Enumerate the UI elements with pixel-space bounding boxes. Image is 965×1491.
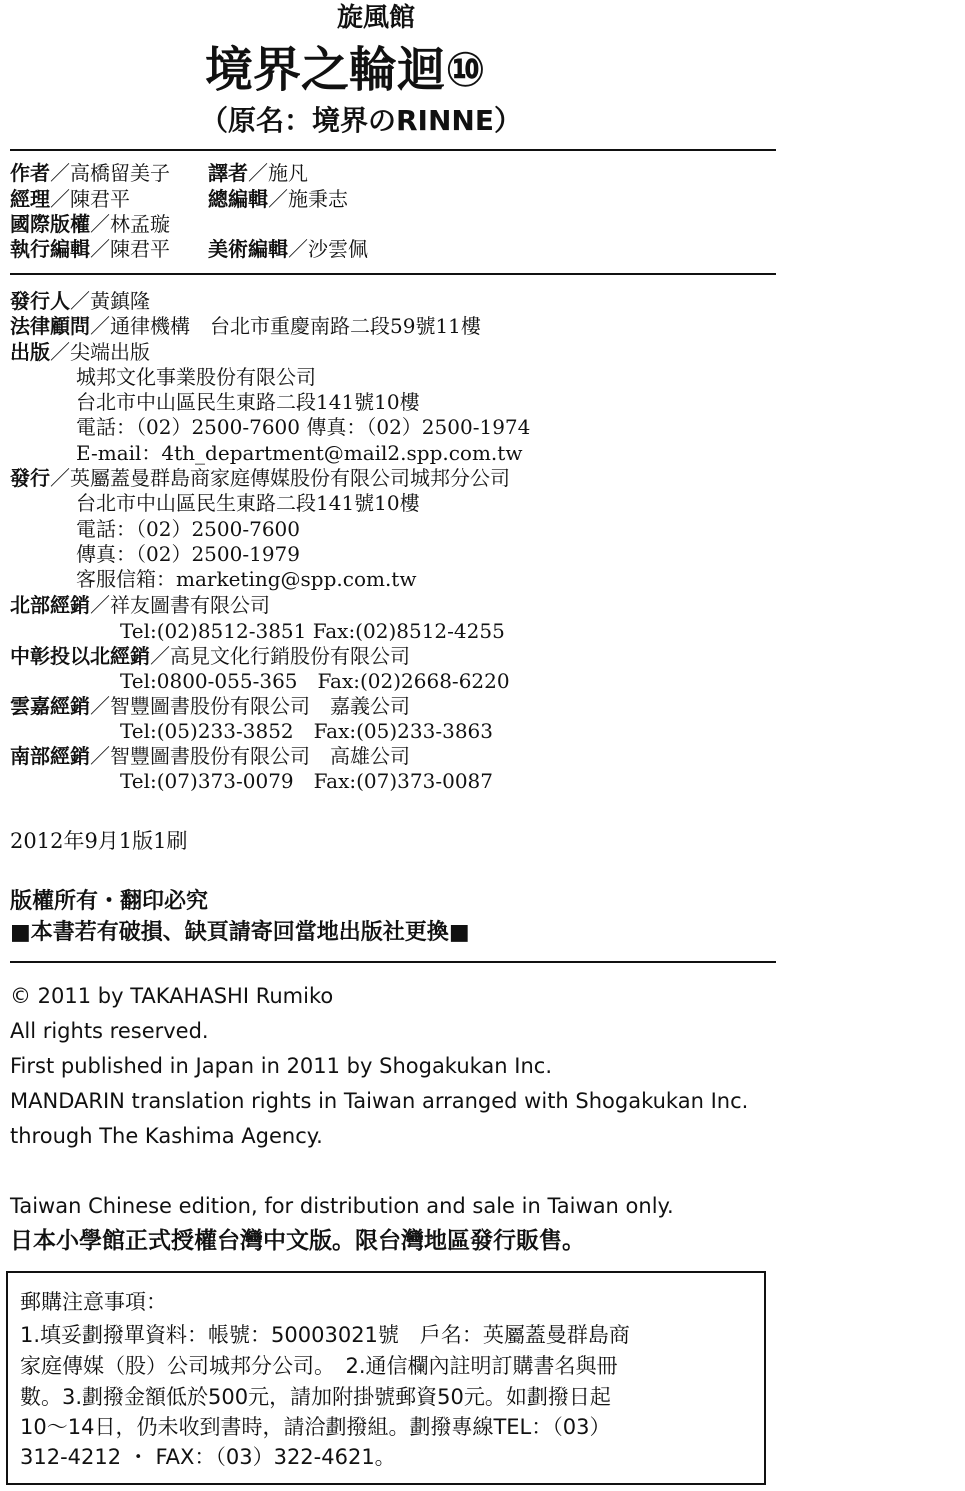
mail-order-line: 10～14日，仍未收到書時，請洽劃撥組。劃撥專線TEL：（03）: [20, 1415, 611, 1439]
dealer-contact: Tel:(02)8512-3851 Fax:(02)8512-4255: [120, 619, 505, 643]
distribution-line: 傳真：（02）2500-1979: [76, 542, 301, 566]
distribution-value: ／英屬蓋曼群島商家庭傳媒股份有限公司城邦分公司: [50, 466, 510, 490]
publisher-label: 旋風館: [337, 3, 416, 33]
credit-value: ／高橋留美子: [50, 161, 170, 185]
mail-order-line: 數。3.劃撥金額低於500元，請加附掛號郵資50元。如劃撥日起: [20, 1385, 611, 1409]
issuer-row: [10, 289, 150, 314]
divider: [10, 149, 776, 151]
credit-value: ／陳君平: [90, 237, 170, 261]
divider: [10, 961, 776, 963]
credit-row: [10, 212, 170, 237]
credit-value: ／沙雲佩: [288, 237, 368, 261]
credit-row: [208, 187, 348, 212]
copyright-line: MANDARIN translation rights in Taiwan arranged with Shogakukan Inc.: [10, 1089, 749, 1113]
distribution-line: 電話：（02）2500-7600: [76, 517, 301, 541]
credit-value: ／施秉志: [268, 187, 348, 211]
distribution-note: Taiwan Chinese edition, for distribution and sale in Taiwan only.: [10, 1194, 674, 1218]
dealer-key: 北部經銷: [10, 593, 90, 617]
mail-order-line: 312-4212 ・ FAX：（03）322-4621。: [20, 1445, 396, 1469]
press-value: ／尖端出版: [50, 340, 150, 364]
press-row: [10, 340, 150, 365]
legal-row: [10, 314, 481, 339]
credit-value: ／林孟璇: [90, 212, 170, 236]
press-key: 出版: [10, 340, 50, 364]
replacement-notice: [10, 918, 470, 948]
credit-key: 執行編輯: [10, 237, 90, 261]
dealer-contact: Tel:0800-055-365 Fax:(02)2668-6220: [120, 669, 510, 693]
divider: [10, 273, 776, 275]
issuer-key: 發行人: [10, 289, 70, 313]
dealer-row: [10, 744, 410, 769]
authorization-statement: 日本小學館正式授權台灣中文版。限台灣地區發行販售。: [10, 1228, 585, 1254]
dealer-key: 南部經銷: [10, 744, 90, 768]
mail-order-line: 家庭傳媒（股）公司城邦分公司。 2.通信欄內註明訂購書名與冊: [20, 1354, 618, 1378]
distribution-line: 客服信箱：marketing@spp.com.tw: [76, 567, 417, 591]
press-line: 台北市中山區民生東路二段141號10樓: [76, 390, 420, 414]
copyright-line: © 2011 by TAKAHASHI Rumiko: [10, 984, 334, 1008]
dealer-value: ／高見文化行銷股份有限公司: [150, 644, 410, 668]
credit-key: 經理: [10, 187, 50, 211]
book-title: 境界之輪迴⑩: [205, 42, 486, 98]
credit-key: 美術編輯: [208, 237, 288, 261]
dealer-value: ／智豐圖書股份有限公司 高雄公司: [90, 744, 410, 768]
square-bullet-icon: ■: [448, 920, 470, 945]
credit-row: [10, 161, 170, 186]
distribution-key: 發行: [10, 466, 50, 490]
dealer-row: [10, 593, 270, 618]
legal-key: 法律顧問: [10, 314, 90, 338]
square-bullet-icon: ■: [10, 920, 31, 945]
credit-key: 總編輯: [208, 187, 268, 211]
dealer-row: [10, 644, 410, 669]
dealer-value: ／祥友圖書有限公司: [90, 593, 270, 617]
credit-key: 譯者: [208, 161, 248, 185]
press-line: 城邦文化事業股份有限公司: [76, 365, 316, 389]
credit-row: [10, 237, 170, 262]
copyright-line: through The Kashima Agency.: [10, 1124, 323, 1148]
dealer-contact: Tel:(07)373-0079 Fax:(07)373-0087: [120, 769, 493, 793]
press-line: 電話：（02）2500-7600 傳真：（02）2500-1974: [76, 415, 531, 439]
dealer-value: ／智豐圖書股份有限公司 嘉義公司: [90, 694, 410, 718]
copyright-line: All rights reserved.: [10, 1019, 209, 1043]
dealer-key: 中彰投以北經銷: [10, 644, 150, 668]
replacement-text: 本書若有破損、缺頁請寄回當地出版社更換: [30, 920, 449, 945]
dealer-row: [10, 694, 410, 719]
copyright-line: First published in Japan in 2011 by Shogakukan Inc.: [10, 1054, 553, 1078]
dealer-contact: Tel:(05)233-3852 Fax:(05)233-3863: [120, 719, 493, 743]
distribution-row: [10, 466, 510, 491]
distribution-line: 台北市中山區民生東路二段141號10樓: [76, 491, 420, 515]
credit-row: [208, 237, 368, 262]
credit-row: [10, 187, 130, 212]
credit-value: ／陳君平: [50, 187, 130, 211]
mail-order-line: 1.填妥劃撥單資料：帳號：50003021號 戶名：英屬蓋曼群島商: [20, 1323, 630, 1347]
credit-key: 國際版權: [10, 212, 90, 236]
dealer-key: 雲嘉經銷: [10, 694, 90, 718]
legal-value: ／通律機構 台北市重慶南路二段59號11樓: [90, 314, 481, 338]
credit-row: [208, 161, 308, 186]
rights-reserved: 版權所有・翻印必究: [10, 889, 209, 914]
credit-key: 作者: [10, 161, 50, 185]
press-line: E-mail：4th_department@mail2.spp.com.tw: [76, 441, 523, 465]
mail-order-heading: 郵購注意事項：: [20, 1290, 167, 1314]
edition-date: 2012年9月1版1刷: [10, 829, 188, 853]
credit-value: ／施凡: [248, 161, 308, 185]
original-title: （原名：境界のRINNE）: [200, 104, 522, 137]
mail-order-box: [6, 1271, 766, 1485]
issuer-value: ／黃鎮隆: [70, 289, 150, 313]
